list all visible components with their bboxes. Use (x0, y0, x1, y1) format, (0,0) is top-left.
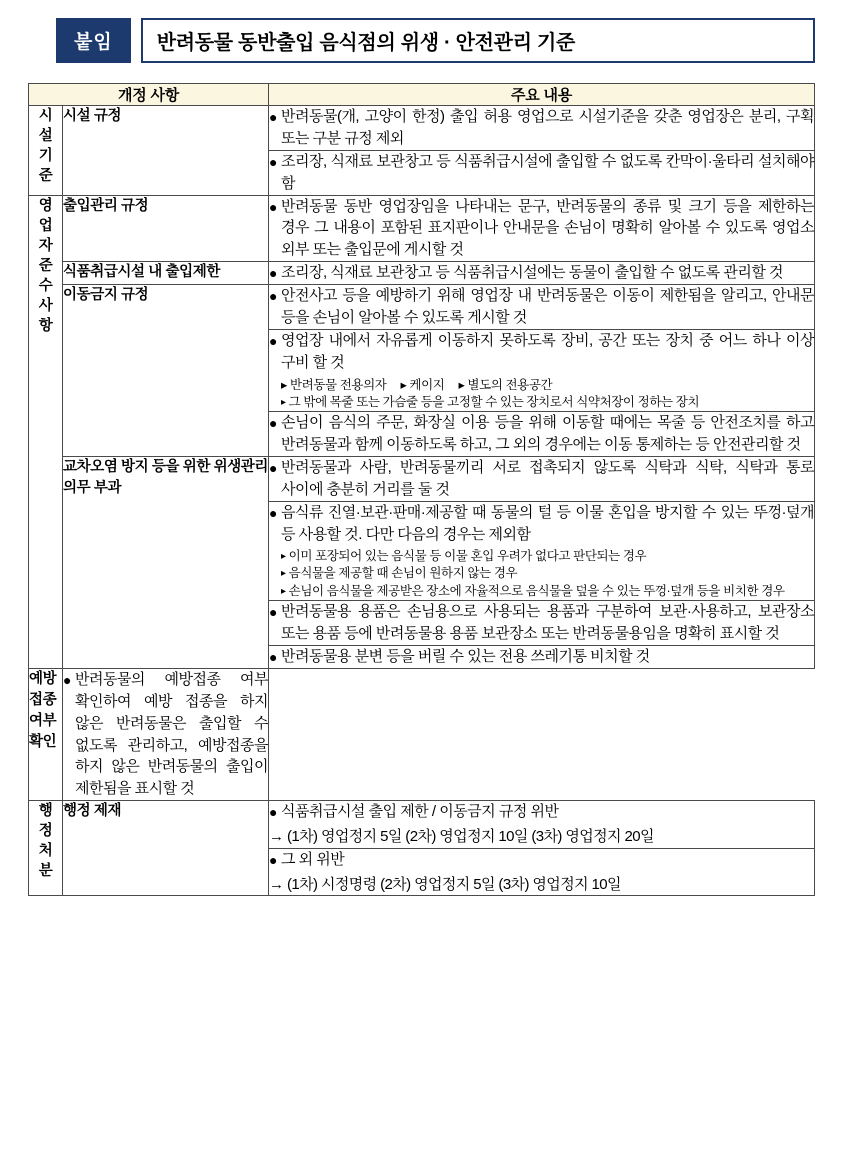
bullet-icon: ● (269, 109, 277, 125)
page-title: 반려동물 동반출입 음식점의 위생 · 안전관리 기준 (156, 32, 576, 54)
sanction-detail (269, 826, 814, 848)
caret-icon: ▸ (281, 585, 286, 597)
content-text: 반려동물용 분변 등을 버릴 수 있는 전용 쓰레기통 비치할 것 (280, 647, 650, 665)
sub-item: ▸ 별도의 전용공간 (458, 377, 553, 392)
table-row (29, 801, 815, 849)
item-vaccination: 예방접종 여부 확인 (29, 668, 63, 800)
content-text: 반려동물(개, 고양이 한정) 출입 허용 영업으로 시설기준을 갖춘 영업장은 분리, 구획 또는 구분 규정 제외 (280, 108, 815, 147)
bullet-icon: ● (269, 265, 277, 282)
content-cross-contamination-2 (269, 501, 815, 600)
caret-icon: ▸ (281, 550, 286, 562)
sub-text: 손님이 음식물을 제공받은 장소에 자율적으로 음식물을 덮을 수 있는 뚜껑·덮개 등을 비치한 경우 (288, 583, 785, 598)
sub-item: ▸ 반려동물 전용의자 (281, 377, 387, 392)
content-cross-contamination-1 (269, 457, 815, 502)
content-movement-ban-2 (269, 329, 815, 411)
bullet-icon: ● (269, 288, 277, 305)
bullet-icon: ● (269, 648, 277, 665)
standards-table (28, 83, 815, 896)
table-row (29, 285, 815, 330)
content-cross-contamination-3 (269, 601, 815, 646)
table-header-row (29, 84, 815, 106)
bullet-icon: ● (269, 153, 277, 170)
category-char: 시 (38, 108, 53, 124)
content-text: 반려동물의 예방접종 여부 확인하여 예방 접종을 하지 않은 반려동물은 출입할 수 없도록 관리하고, 예방접종을 하지 않은 반려동물의 출입이 제한됨을 표시할 것 (74, 670, 269, 798)
column-header-revision: 개정 사항 (29, 84, 269, 106)
content-vaccination (63, 668, 269, 800)
sub-list (281, 548, 814, 601)
category-char: 처 (38, 843, 53, 860)
bullet-icon: ● (269, 604, 277, 621)
category-char: 분 (38, 863, 53, 880)
item-entry-control: 출입관리 규정 (63, 195, 269, 262)
content-sanctions-2 (269, 848, 815, 896)
content-text: 그 외 위반 (280, 850, 345, 868)
category-char: 자 (38, 237, 53, 254)
content-text: 반려동물용 용품은 손님용으로 사용되는 용품과 구분하여 보관·사용하고, 보관장소 또는 용품 등에 반려동물용 용품 보관장소 또는 반려동물용임을 명확히 표시할 것 (280, 603, 815, 643)
content-entry-control (269, 195, 815, 262)
column-header-content: 주요 내용 (269, 84, 815, 106)
sanction-text: → (1차) 시정명령 (2차) 영업정지 5일 (3차) 영업정지 10일 (269, 875, 621, 893)
item-movement-ban: 이동금지 규정 (63, 285, 269, 457)
sub-text: 음식물을 제공할 때 손님이 원하지 않는 경우 (288, 566, 518, 581)
content-text: 손님이 음식의 주문, 화장실 이용 등을 위해 이동할 때에는 목줄 등 안전조치를 하고 반려동물과 함께 이동하도록 하고, 그 외의 경우에는 이동 통제하는 등 안전관리할 것 (280, 414, 815, 454)
table-row (29, 195, 815, 262)
content-text: 반려동물 동반 영업장임을 나타내는 문구, 반려동물의 종류 및 크기 등을 제한하는 경우 그 내용이 포함된 표지판이나 안내문을 손님이 명확히 알아볼 수 있도록 영업소 외부 또는 출입문에 게시할 것 (280, 197, 815, 259)
category-char: 기 (38, 148, 53, 164)
content-cross-contamination-4 (269, 645, 815, 668)
item-food-facility-limit: 식품취급시설 내 출입제한 (63, 262, 269, 285)
category-char: 사 (38, 297, 53, 314)
sub-item (281, 394, 814, 412)
sub-item (281, 548, 814, 566)
category-char: 업 (38, 217, 53, 234)
document-title-box (141, 18, 815, 63)
category-char: 준 (38, 257, 53, 274)
category-facility-standard (29, 106, 63, 196)
content-facility-1 (269, 106, 815, 151)
sanction-text: → (1차) 영업정지 5일 (2차) 영업정지 10일 (3차) 영업정지 20일 (269, 828, 654, 846)
table-row (29, 457, 815, 502)
content-food-facility-limit (269, 262, 815, 285)
content-text: 조리장, 식재료 보관창고 등 식품취급시설에 출입할 수 없도록 칸막이·울타리 설치해야 함 (280, 152, 815, 192)
sub-item: ▸ 케이지 (400, 377, 445, 392)
content-movement-ban-1 (269, 285, 815, 330)
content-text: 음식류 진열·보관·판매·제공할 때 동물의 털 등 이물 혼입을 방지할 수 있는 뚜껑·덮개 등 사용할 것. 다만 다음의 경우는 제외함 (280, 503, 815, 543)
item-cross-contamination: 교차오염 방지 등을 위한 위생관리 의무 부과 (63, 457, 269, 669)
sub-list (281, 376, 814, 412)
table-row (29, 106, 815, 151)
item-sanctions: 행정 제재 (63, 801, 269, 896)
content-text: 조리장, 식재료 보관창고 등 식품취급시설에는 동물이 출입할 수 없도록 관리할 것 (280, 264, 783, 282)
content-text: 안전사고 등을 예방하기 위해 영업장 내 반려동물은 이동이 제한됨을 알리고, 안내문 등을 손님이 알아볼 수 있도록 게시할 것 (280, 287, 815, 327)
caret-icon: ▸ (281, 568, 286, 580)
category-char: 항 (38, 317, 53, 334)
bullet-icon: ● (269, 504, 277, 521)
bullet-icon: ● (269, 198, 277, 215)
category-administrative-disposition (29, 801, 63, 896)
sub-inline-list (281, 376, 814, 394)
sub-text: 이미 포장되어 있는 음식물 등 이물 혼입 우려가 없다고 판단되는 경우 (288, 548, 647, 563)
table-row (29, 668, 815, 800)
content-text: 영업장 내에서 자유롭게 이동하지 못하도록 장비, 공간 또는 장치 중 어느 하나 이상 구비 할 것 (280, 331, 815, 371)
document-header (56, 18, 815, 63)
content-movement-ban-3 (269, 412, 815, 457)
caret-icon: ▸ (281, 396, 286, 408)
content-facility-2 (269, 150, 815, 195)
content-text: 식품취급시설 출입 제한 / 이동금지 규정 위반 (280, 803, 559, 821)
content-sanctions-1 (269, 801, 815, 849)
category-char: 정 (38, 823, 53, 840)
attachment-badge: 붙임 (56, 18, 131, 63)
category-operator-compliance (29, 195, 63, 668)
content-text: 반려동물과 사람, 반려동물끼리 서로 접촉되지 않도록 식탁과 식탁, 식탁과 통로 사이에 충분히 거리를 둘 것 (280, 459, 815, 498)
item-facility-rules: 시설 규정 (63, 106, 269, 196)
sub-text: 그 밖에 목줄 또는 가슴줄 등을 고정할 수 있는 장치로서 식약처장이 정하는 장치 (288, 394, 700, 409)
bullet-icon: ● (63, 671, 71, 688)
category-char: 영 (38, 197, 53, 214)
bullet-icon: ● (269, 332, 277, 349)
category-char: 행 (38, 803, 53, 820)
bullet-icon: ● (269, 804, 277, 821)
sanction-detail (269, 874, 814, 896)
sub-item (281, 583, 814, 601)
bullet-icon: ● (269, 851, 277, 868)
category-char: 수 (38, 277, 53, 294)
sub-item (281, 565, 814, 583)
category-char: 설 (38, 128, 53, 144)
bullet-icon: ● (269, 460, 277, 477)
category-char: 준 (38, 168, 53, 184)
bullet-icon: ● (269, 415, 277, 432)
table-row (29, 262, 815, 285)
